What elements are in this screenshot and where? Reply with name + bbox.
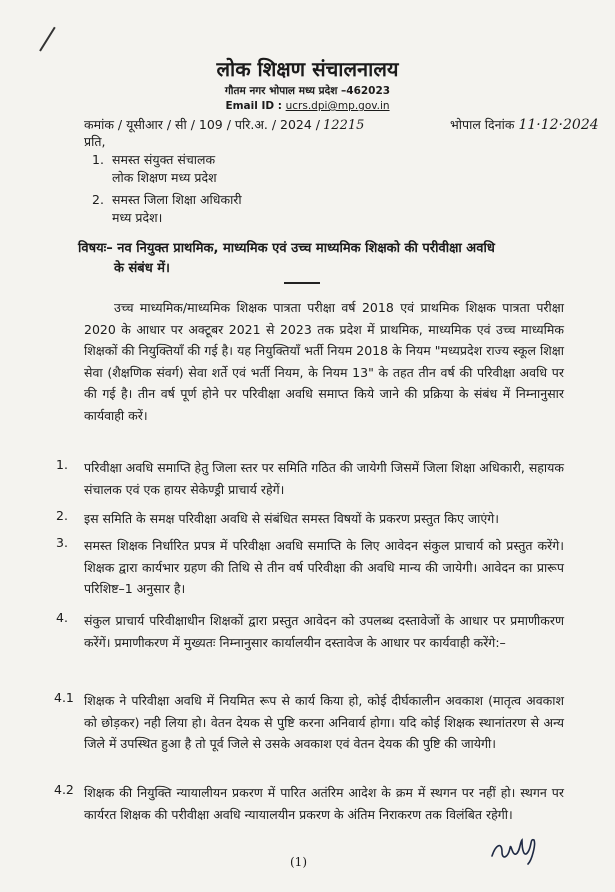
letter-date	[450, 116, 599, 133]
date-handwritten: 11·12·2024	[518, 117, 599, 133]
point-4-2-text: शिक्षक की नियुक्ति न्यायालीयन प्रकरण में पारित अतंरिम आदेश के क्रम में स्थगन पर नहीं हो। स्थगन पर कार्यरत शिक्षक की परीवीक्षा अवधि न्यायालयीन प्रकरण के अंतिम निराकरण तक विलंबित रहेगी।	[84, 785, 564, 822]
page-number: (1)	[290, 855, 307, 869]
point-4-text: संकुल प्राचार्य परिवीक्षाधीन शिक्षकों द्वारा प्रस्तुत आवेदन को उपलब्ध दस्तावेजों के आधार पर प्रमाणीकरण करेंगें। प्रमाणीकरण में मुख्यतः निम्नानुसार कार्यालयीन दस्तावेज के आधार पर कार्यवाही करेंगे:–	[84, 613, 564, 650]
recipient-line: लोक शिक्षण मध्य प्रदेश	[112, 170, 217, 185]
place-date-label: भोपाल दिनांक	[450, 117, 515, 132]
margin-tick-mark	[39, 27, 56, 52]
recipient-line: समस्त जिला शिक्षा अधिकारी	[112, 192, 242, 207]
point-number: 4.2	[54, 782, 74, 797]
point-number: 1.	[56, 457, 68, 472]
point-number: 4.	[56, 610, 68, 625]
recipient-number: 1.	[92, 152, 104, 167]
point-number: 2.	[56, 508, 68, 523]
intro-paragraph: उच्च माध्यमिक/माध्यमिक शिक्षक पात्रता परीक्षा वर्ष 2018 एवं प्राथमिक शिक्षक पात्रता परीक्षा 2020 के आधार पर अक्टूबर 2021 से 2023 तक प्रदेश में प्राथमिक, माध्यमिक एवं उच्च माध्यमिक शिक्षकों की नियुक्तियॉं की गई है। यह नियुक्तियॉं भर्ती नियम 2018 के नियम "मध्यप्रदेश राज्य स्कूल शिक्षा सेवा (शैक्षणिक संवर्ग) सेवा शर्ते एवं भर्ती नियम, के नियम 13" के तहत तीन वर्ष की परिवीक्षा अवधि पर की गई है। तीन वर्ष पूर्ण होने पर परिवीक्षा अवधि समाप्त किये जाने की प्रक्रिया के संबंध में निम्नानुसार कार्यवाही करें।	[84, 300, 564, 423]
office-title: लोक शिक्षण संचालनालय	[216, 57, 399, 81]
recipient-2-body	[112, 191, 242, 227]
subject	[78, 239, 558, 279]
recipient-line: मध्य प्रदेश।	[112, 210, 163, 225]
recipient-1-body	[112, 151, 217, 187]
subject-line-2: के संबंध में।	[114, 261, 170, 276]
recipient-1	[92, 151, 104, 169]
point-4-1-text: शिक्षक ने परिवीक्षा अवधि में नियमित रूप से कार्य किया हो, कोई दीर्घकालीन अवकाश (मातृत्व अवकाश को छोड़कर) नही लिया हो। वेतन देयक से पुष्टि करना अनिवार्य होगा। यदि कोई शिक्षक स्थानांतरण से अन्य जिले में उपस्थित हुआ है तो पूर्व जिले से उसके अवकाश एवं वेतन देयक की पुष्टि की जायेगी।	[84, 693, 564, 752]
recipient-number: 2.	[92, 192, 104, 207]
reference-number	[84, 116, 364, 133]
recipient-2	[92, 191, 104, 209]
recipient-line: समस्त संयुक्त संचालक	[112, 152, 216, 167]
reference-number-handwritten: 12215	[323, 118, 365, 133]
email-label: Email ID :	[225, 100, 286, 112]
point-1-text: परिवीक्षा अवधि समाप्ति हेतु जिला स्तर पर समिति गठित की जायेगी जिसमें जिला शिक्षा अधिकारी, सहायक संचालक एवं एक हायर सेकेण्ड्री प्राचार्य रहेगें।	[84, 460, 565, 497]
point-number: 3.	[56, 535, 68, 550]
subject-line-1: विषयः– नव नियुक्त प्राथमिक, माध्यमिक एवं उच्च माध्यमिक शिक्षको की परीवीक्षा अवधि	[78, 241, 495, 256]
email-value: ucrs.dpi@mp.gov.in	[285, 100, 390, 112]
separator-line	[284, 282, 320, 284]
office-address: गौतम नगर भोपाल मध्य प्रदेश –462023	[224, 85, 391, 97]
reference-number-text: कमांक / यूसीआर / सी / 109 / परि.अ. / 2024 /	[84, 117, 321, 132]
point-2-text: इस समिति के समक्ष परिवीक्षा अवधि से संबंधित समस्त विषयों के प्रकरण प्रस्तुत किए जाएंगे।	[84, 511, 500, 526]
addressee-prati: प्रति,	[84, 134, 106, 149]
office-email	[0, 100, 615, 112]
signature	[488, 830, 548, 870]
point-3-text: समस्त शिक्षक निर्धारित प्रपत्र में परिवीक्षा अवधि समाप्ति के लिए आवेदन संकुल प्राचार्य को प्रस्तुत करेंगे। शिक्षक द्वारा कार्यभार ग्रहण की तिथि से तीन वर्ष परिवीक्षा की अवधि मान्य की जायेगी। आवेदन का प्रारूप परिशिष्ट–1 अनुसार है।	[84, 538, 564, 597]
point-number: 4.1	[54, 690, 74, 705]
